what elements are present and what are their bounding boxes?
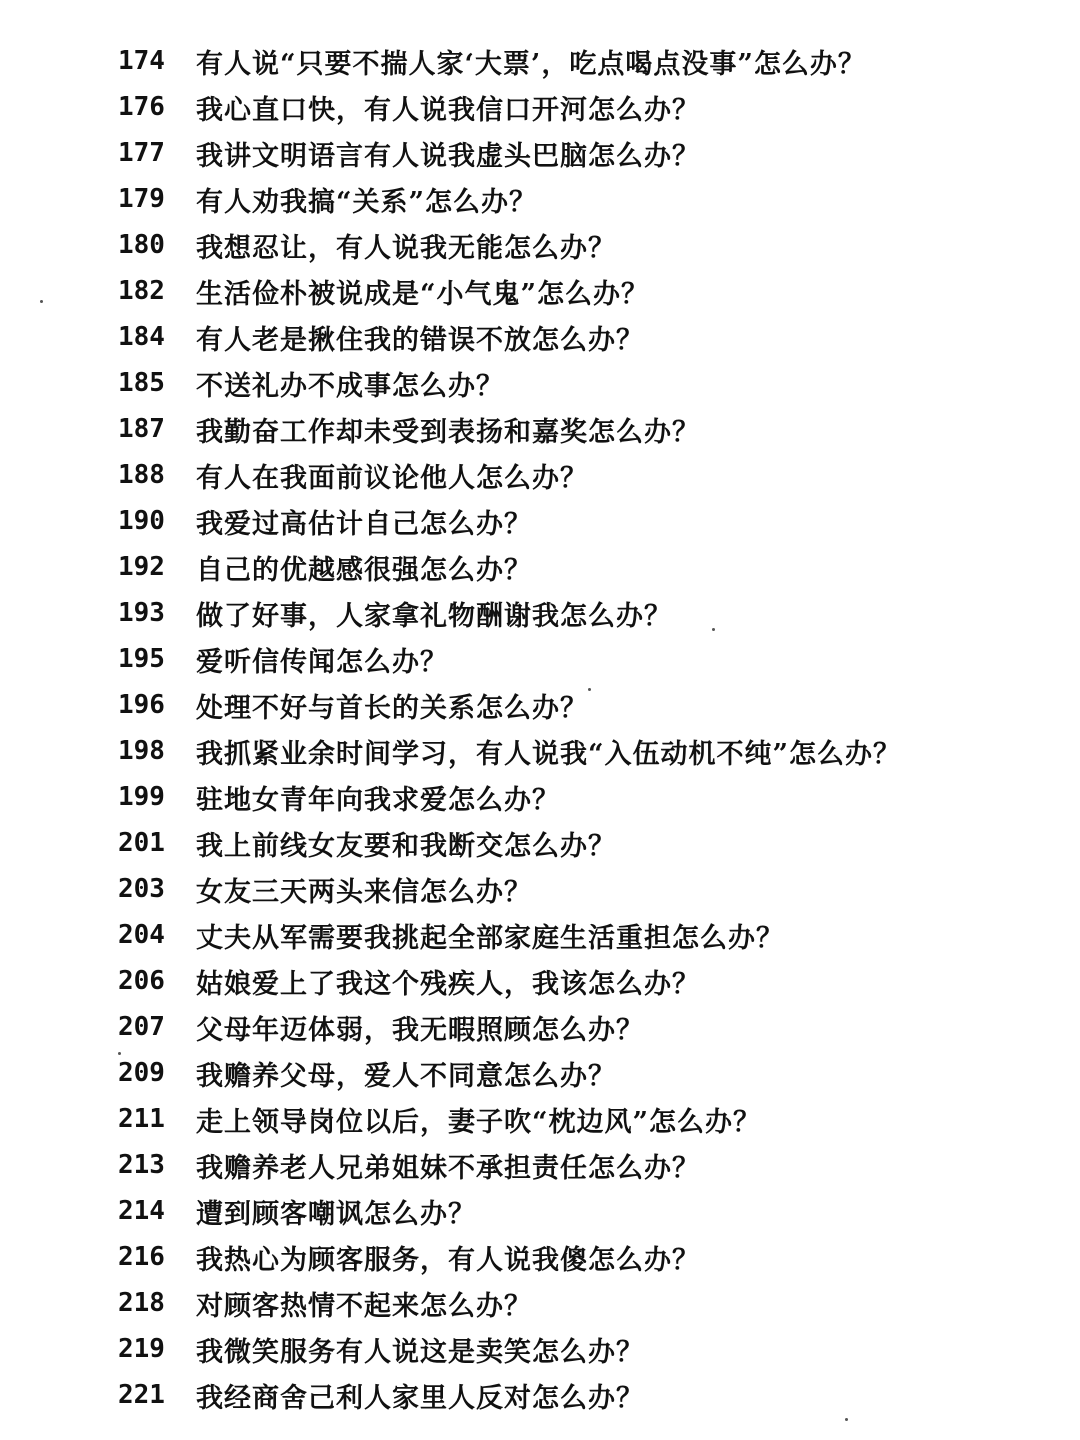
toc-entry [118, 406, 1048, 452]
toc-entry-title: 我赡养父母，爱人不同意怎么办？ [196, 1060, 616, 1092]
toc-entry [118, 1188, 1048, 1234]
scan-speck [712, 628, 715, 631]
toc-page-number: 195 [118, 644, 165, 674]
toc-entry [118, 728, 1048, 774]
toc-page-number: 193 [118, 598, 165, 628]
toc-entry [118, 38, 1048, 84]
toc-page-number: 211 [118, 1104, 165, 1134]
toc-page-number: 203 [118, 874, 165, 904]
toc-page-number: 204 [118, 920, 165, 950]
toc-entry [118, 360, 1048, 406]
toc-page-number: 221 [118, 1380, 165, 1410]
toc-entry-title: 做了好事，人家拿礼物酬谢我怎么办？ [196, 600, 672, 632]
toc-entry-title: 我心直口快，有人说我信口开河怎么办？ [196, 94, 700, 126]
toc-entry [118, 820, 1048, 866]
toc-entry [118, 84, 1048, 130]
toc-page-number: 214 [118, 1196, 165, 1226]
toc-entry [118, 958, 1048, 1004]
toc-page-number: 216 [118, 1242, 165, 1272]
toc-entry-title: 丈夫从军需要我挑起全部家庭生活重担怎么办？ [196, 922, 784, 954]
table-of-contents [118, 38, 1048, 1418]
toc-page-number: 213 [118, 1150, 165, 1180]
toc-entry-title: 不送礼办不成事怎么办？ [196, 370, 504, 402]
toc-entry-title: 我赡养老人兄弟姐妹不承担责任怎么办？ [196, 1152, 700, 1184]
toc-page-number: 207 [118, 1012, 165, 1042]
toc-page-number: 187 [118, 414, 165, 444]
toc-entry [118, 222, 1048, 268]
toc-page-number: 218 [118, 1288, 165, 1318]
toc-entry-title: 遭到顾客嘲讽怎么办？ [196, 1198, 476, 1230]
toc-entry-title: 我想忍让，有人说我无能怎么办？ [196, 232, 616, 264]
toc-entry [118, 544, 1048, 590]
toc-entry-title: 我微笑服务有人说这是卖笑怎么办？ [196, 1336, 644, 1368]
toc-entry-title: 女友三天两头来信怎么办？ [196, 876, 532, 908]
toc-page-number: 188 [118, 460, 165, 490]
scan-speck [845, 1418, 848, 1421]
toc-entry-title: 自己的优越感很强怎么办？ [196, 554, 532, 586]
toc-entry-title: 处理不好与首长的关系怎么办？ [196, 692, 588, 724]
toc-entry [118, 176, 1048, 222]
toc-entry-title: 有人老是揪住我的错误不放怎么办？ [196, 324, 644, 356]
toc-entry-title: 有人说“只要不揣人家‘大票’，吃点喝点没事”怎么办？ [196, 48, 866, 80]
toc-entry [118, 636, 1048, 682]
toc-page-number: 185 [118, 368, 165, 398]
toc-entry-title: 对顾客热情不起来怎么办？ [196, 1290, 532, 1322]
toc-page-number: 198 [118, 736, 165, 766]
toc-entry-title: 爱听信传闻怎么办？ [196, 646, 448, 678]
toc-page-number: 219 [118, 1334, 165, 1364]
toc-page-number: 196 [118, 690, 165, 720]
toc-entry [118, 1004, 1048, 1050]
toc-page-number: 174 [118, 46, 165, 76]
toc-entry [118, 1234, 1048, 1280]
toc-entry-title: 生活俭朴被说成是“小气鬼”怎么办？ [196, 278, 650, 310]
toc-entry-title: 父母年迈体弱，我无暇照顾怎么办？ [196, 1014, 644, 1046]
toc-entry [118, 866, 1048, 912]
toc-entry-title: 我勤奋工作却未受到表扬和嘉奖怎么办？ [196, 416, 700, 448]
toc-entry [118, 268, 1048, 314]
toc-page-number: 206 [118, 966, 165, 996]
toc-entry-title: 我上前线女友要和我断交怎么办？ [196, 830, 616, 862]
scan-speck [588, 688, 591, 691]
toc-page-number: 199 [118, 782, 165, 812]
toc-entry-title: 有人劝我搞“关系”怎么办？ [196, 186, 538, 218]
toc-entry [118, 1096, 1048, 1142]
toc-entry [118, 590, 1048, 636]
toc-page-number: 190 [118, 506, 165, 536]
toc-page-number: 177 [118, 138, 165, 168]
toc-page-number: 180 [118, 230, 165, 260]
toc-entry [118, 912, 1048, 958]
toc-entry [118, 314, 1048, 360]
toc-entry-title: 我爱过高估计自己怎么办？ [196, 508, 532, 540]
scan-speck [40, 300, 43, 303]
toc-entry [118, 1326, 1048, 1372]
toc-entry [118, 1050, 1048, 1096]
toc-entry-title: 我热心为顾客服务，有人说我傻怎么办？ [196, 1244, 700, 1276]
scan-speck [118, 1052, 121, 1055]
toc-page-number: 192 [118, 552, 165, 582]
toc-page-number: 176 [118, 92, 165, 122]
toc-entry-title: 走上领导岗位以后，妻子吹“枕边风”怎么办？ [196, 1106, 762, 1138]
toc-entry-title: 姑娘爱上了我这个残疾人，我该怎么办？ [196, 968, 700, 1000]
toc-entry-title: 驻地女青年向我求爱怎么办？ [196, 784, 560, 816]
toc-entry-title: 我抓紧业余时间学习，有人说我“入伍动机不纯”怎么办？ [196, 738, 902, 770]
toc-entry [118, 682, 1048, 728]
toc-entry [118, 452, 1048, 498]
toc-entry [118, 1280, 1048, 1326]
toc-page-number: 182 [118, 276, 165, 306]
toc-entry-title: 我讲文明语言有人说我虚头巴脑怎么办？ [196, 140, 700, 172]
toc-page-number: 179 [118, 184, 165, 214]
toc-entry [118, 1372, 1048, 1418]
toc-entry [118, 1142, 1048, 1188]
toc-page-number: 209 [118, 1058, 165, 1088]
toc-entry-title: 我经商舍己利人家里人反对怎么办？ [196, 1382, 644, 1414]
toc-entry [118, 498, 1048, 544]
toc-page-number: 201 [118, 828, 165, 858]
toc-entry [118, 774, 1048, 820]
toc-entry [118, 130, 1048, 176]
toc-page-number: 184 [118, 322, 165, 352]
toc-entry-title: 有人在我面前议论他人怎么办？ [196, 462, 588, 494]
